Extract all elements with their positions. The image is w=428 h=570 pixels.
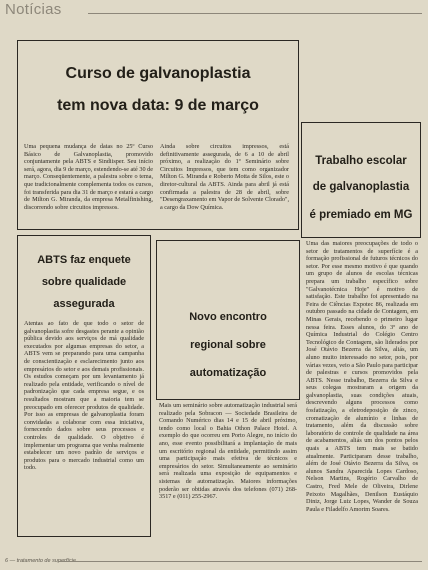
footer-rule [58, 561, 422, 562]
headline-line-3: é premiado em MG [309, 209, 413, 221]
article-column-2: Ainda sobre circuitos impressos, está definitivamente assegurada, de 6 a 10 de abril próximo, a realização do 1º Seminário sobre Circuitos Impressos, que tem como organizador Milton G. Miranda e Roberto Motta de Silos, este o diretor-cultural da ABTS. Ainda para abril já está confirmada a palestra de 28 de abril, sobre "Desengraxamento em Vapor de Solvente Clorado", a cargo da Dow Química. [160, 143, 289, 211]
headline-line-1: Novo encontro [189, 311, 267, 323]
headline-line-1: Curso de galvanoplastia [65, 65, 251, 82]
article-school-award-body: Uma das maiores preocupações de todo o setor de tratamentos de superfície é a formação profissional de futuros técnicos do setor. Por esse mesmo motivo é que quando um grupo de alunos de escolas técnicas prepara um trabalho específico sobre "Galvanotécnica Hoje" é motivo de satisfação. Este trabalho foi apresentado na Feira de Ciências Expotec 86, realizada em outubro passado na cidade de Contagem, em Minas Gerais, recebendo o primeiro lugar nessa feira. Esses alunos, do 3º ano de Química Industrial do Colégio Centro Tecnológico de Contagem, são liderados por José Otávio Bezerra da Silva, aliás, um aluno muito interessado no setor, pois, por várias vezes, veio a São Paulo para participar de palestras e cursos promovidos pela ABTS. Nesse trabalho, Bezerra da Silva e seus colegas mostraram a origem da galvanoplastia, suas condições atuais, descrevendo alguns processos como fosfatização, a eletrodeposição de zinco, cromatização de alumínio e linhas de tratamento, além da discussão sobre laboratório de controle de qualidade na área de acabamentos, aliás um dos pontos pelos quais a ABTS tem mais se batido atualmente. Participaram desse trabalho, além de José Otávio Bezerra da Silva, os alunos Sandra Aparecida Lopes Cardoso, Nelson Martins, Rogério Carvalho de Castro, Fred Mele de Oliveira, Dirlene Peixoto Magalhães, Denilson Eustáquio Diniz, Jorge Luiz Lopes, Wander de Souza Paula e Filadelfo Amorim Soares. [306, 240, 418, 513]
article-automation-meeting [156, 240, 300, 400]
section-title: Notícias [5, 1, 62, 18]
headline-line-3: assegurada [53, 298, 115, 310]
article-quality-survey [17, 235, 151, 537]
page-footer: 6 — tratamento de superfície [5, 558, 76, 564]
headline-line-2: tem nova data: 9 de março [57, 97, 259, 114]
headline-line-2: sobre qualidade [41, 276, 127, 288]
article-column-1: Uma pequena mudança de datas no 25º Curso Básico de Galvanoplastia, promovido conjuntamente pela ABTS e Sindiisper. Seu início será, agora, dia 9 de março, estendendo-se até 30 de março. Conseqüentemente, a palestra sobre o tema, que tradicionalmente complementa todos os cursos, foi transferida para dia 31 de março e estará a cargo de Milton G. Miranda, da empresa Metalfinishing, discorrendo sobre circuitos impressos. [24, 143, 153, 211]
article-school-award [301, 122, 421, 238]
headline-line-2: de galvanoplastia [312, 181, 410, 193]
headline-line-2: regional sobre [190, 339, 266, 351]
headline-line-3: automatização [189, 367, 267, 379]
headline-line-1: Trabalho escolar [315, 155, 407, 167]
section-title-rule [88, 13, 422, 14]
article-quality-survey-body: Atentas ao fato de que todo o setor de galvanoplastia sofre desgastes perante a opinião pública devido aos serviços de má qualidade executados por algumas empresas do setor, a ABTS vem se preparando para uma campanha de conscientização e esclarecimento junto aos empresários do setor e aos demais profissionais. Os estudos começam por um levantamento já realizado pela entidade, verificando o nível de padronização que cada empresa segue, e os resultados mostram que a maioria tem se preocupado em oferecer produtos de qualidade. Por isso as empresas de galvanoplastia foram convidadas a colaborar com essa iniciativa, fornecendo dados sobre seus processos e controles de qualidade. O objetivo é implementar um programa que venha realmente estabelecer um novo padrão de serviços e produtos para o mercado industrial como um todo. [24, 320, 144, 472]
article-automation-meeting-body: Mais um seminário sobre automatização industrial será realizado pela Sobracon — Sociedade Brasileira de Comando Numérico dias 14 e 15 de abril próximo, tendo como local o Bahia Othon Palace Hotel. A exemplo do que ocorreu em Porto Alegre, no início do ano, esse evento possibilitará a implantação de mais um escritório regional da entidade, permitindo assim uma participação mais efetiva de técnicos e empresários do setor. Simultaneamente ao seminário será realizada uma exposição de equipamentos e sistemas de automatização. Maiores informações poderão ser obtidas através dos telefones (071) 268-3517 e (011) 255-2967. [159, 402, 297, 501]
article-galvanoplastia-course [17, 40, 299, 230]
headline-line-1: ABTS faz enquete [37, 254, 131, 266]
headline-galvanoplastia-course [18, 65, 298, 115]
